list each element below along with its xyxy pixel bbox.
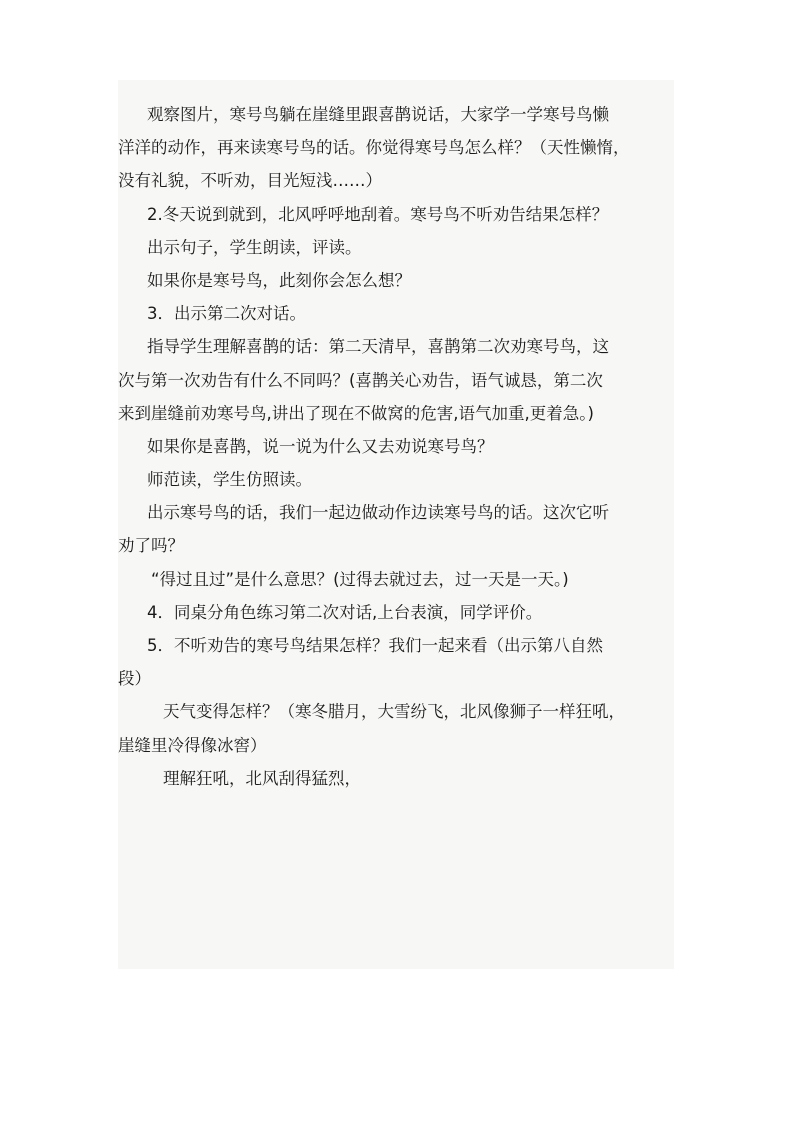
- paragraph-line: 没有礼貌，不听劝，目光短浅……）: [118, 171, 382, 191]
- paragraph-line: 2.冬天说到就到，北风呼呼地刮着。寒号鸟不听劝告结果怎样？: [147, 204, 609, 224]
- paragraph-line: 指导学生理解喜鹊的话：第二天清早，喜鹊第二次劝寒号鸟，这: [147, 337, 609, 357]
- document-body: [118, 98, 674, 795]
- paragraph-line: 师范读，学生仿照读。: [147, 470, 312, 490]
- paragraph-line: 劝了吗？: [118, 536, 184, 556]
- paragraph-line: 如果你是喜鹊，说一说为什么又去劝说寒号鸟？: [147, 436, 494, 456]
- paragraph-line: 出示句子，学生朗读，评读。: [147, 237, 362, 257]
- paragraph-line: 天气变得怎样？（寒冬腊月，大雪纷飞，北风像狮子一样狂吼，: [163, 702, 625, 722]
- paragraph-line: 出示寒号鸟的话，我们一起边做动作边读寒号鸟的话。这次它听: [147, 503, 609, 523]
- paragraph-line: 来到崖缝前劝寒号鸟,讲出了现在不做窝的危害,语气加重,更着急。): [118, 403, 594, 423]
- paragraph-line: 洋洋的动作，再来读寒号鸟的话。你觉得寒号鸟怎么样？（天性懒惰，: [118, 138, 630, 158]
- paragraph-line: 3．出示第二次对话。: [147, 304, 306, 324]
- paragraph-line: 次与第一次劝告有什么不同吗？(喜鹊关心劝告，语气诚恳，第二次: [118, 370, 603, 390]
- paragraph-line: 如果你是寒号鸟，此刻你会怎么想？: [147, 270, 411, 290]
- paragraph-line: 4．同桌分角色练习第二次对话,上台表演，同学评价。: [147, 602, 543, 622]
- paragraph-line: “得过且过”是什么意思？(过得去就过去，过一天是一天。): [151, 569, 569, 589]
- paragraph-line: 崖缝里冷得像冰窖）: [118, 735, 267, 755]
- paragraph-line: 观察图片，寒号鸟躺在崖缝里跟喜鹊说话，大家学一学寒号鸟懒: [147, 105, 609, 124]
- paragraph-line: 段）: [118, 669, 151, 689]
- paragraph-line: 5．不听劝告的寒号鸟结果怎样？我们一起来看（出示第八自然: [147, 636, 603, 655]
- paragraph-line: 理解狂吼，北风刮得猛烈，: [163, 768, 361, 788]
